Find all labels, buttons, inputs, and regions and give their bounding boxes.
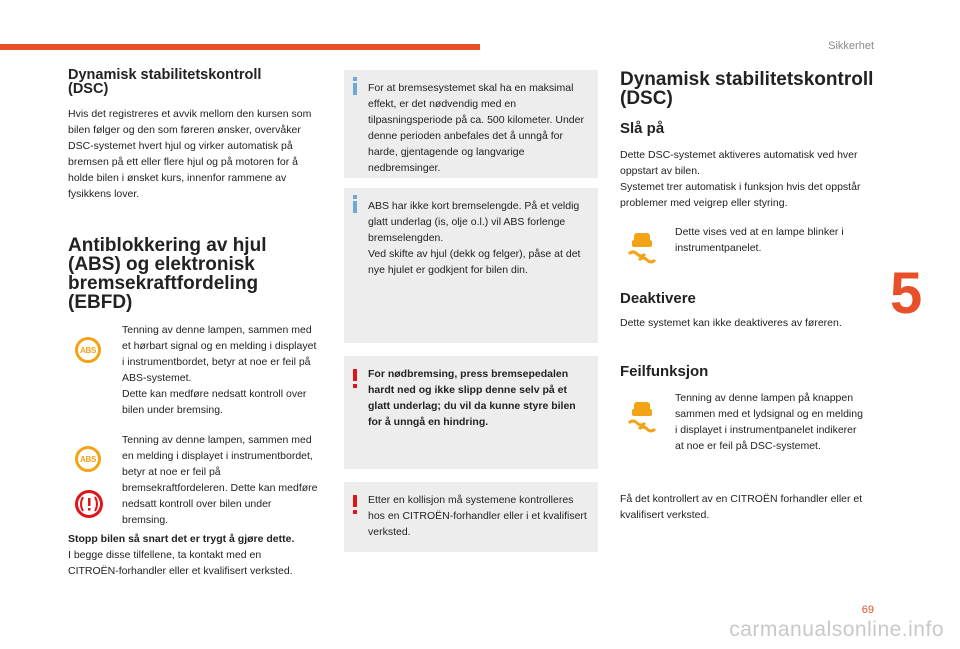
on-heading: Slå på bbox=[620, 120, 665, 137]
brake-warning-icon bbox=[75, 490, 103, 518]
ebfd-abs-warning-icon: ABS bbox=[75, 446, 101, 472]
stop-text: I begge disse tilfellene, ta kontakt med en CITROËN-forhandler eller et kvalifisert verksted. bbox=[68, 549, 293, 577]
dsc-fault-skid-icon bbox=[625, 397, 659, 433]
left-column bbox=[68, 68, 328, 202]
chapter-number: 5 bbox=[890, 261, 923, 326]
info-icon bbox=[353, 201, 357, 213]
note-abs-text: ABS har ikke kort bremselengde. På et veldig glatt underlag (is, olje o.l.) vil ABS forlenge bremselengden. Ved skifte av hjul (dekk og felger), påse at det nye hjulet er godkjent for bilen din. bbox=[368, 200, 581, 276]
off-heading: Deaktivere bbox=[620, 290, 696, 307]
stop-block bbox=[68, 531, 308, 579]
dsc-main-heading: Dynamisk stabilitetskontroll (DSC) bbox=[620, 69, 874, 109]
right-column bbox=[620, 70, 880, 211]
info-icon bbox=[353, 83, 357, 95]
abs-lamp-text: Tenning av denne lampen, sammen med et hørbart signal og en melding i displayet i instrumentbordet, betyr at noe er feil på ABS-systemet. Dette kan medføre nedsatt kontroll over bilen under bremsing. bbox=[122, 324, 317, 416]
off-paragraph: Dette systemet kan ikke deaktiveres av føreren. bbox=[620, 317, 842, 329]
abs-warning-icon: ABS bbox=[75, 337, 101, 363]
warning-note-collision bbox=[344, 482, 598, 552]
fault-lamp-text: Tenning av denne lampen på knappen sammen med et lydsignal og en melding i displayet i instrumentpanelet indikerer at noe er feil på DSC-systemet. bbox=[675, 392, 863, 452]
header-accent-bar bbox=[0, 44, 480, 50]
info-note-breakin bbox=[344, 70, 598, 178]
fault-heading: Feilfunksjon bbox=[620, 363, 709, 380]
dsc-skid-icon bbox=[625, 228, 659, 264]
info-note-abs bbox=[344, 188, 598, 343]
watermark: carmanualsonline.info bbox=[729, 618, 944, 641]
page-number: 69 bbox=[861, 604, 874, 616]
deactivate-section bbox=[620, 290, 880, 331]
section-label: Sikkerhet bbox=[828, 40, 874, 52]
exclamation-icon bbox=[353, 369, 357, 381]
note-breakin-text: For at bremsesystemet skal ha en maksimal effekt, er det nødvendig med en tilpasningsperiode på ca. 500 kilometer. Under denne perioden anbefales det å unngå for harde, gjentagende og langvarige nedbremsinger. bbox=[368, 82, 584, 174]
fault-section bbox=[620, 363, 880, 380]
exclamation-icon bbox=[353, 495, 357, 507]
fault-paragraph: Få det kontrollert av en CITROËN forhandler eller et kvalifisert verksted. bbox=[620, 493, 863, 521]
on-lamp-text: Dette vises ved at en lampe blinker i instrumentpanelet. bbox=[675, 226, 844, 254]
note-emergency-text: For nødbremsing, press bremsepedalen hardt ned og ikke slipp denne selv på et glatt underlag; du vil da kunne styre bilen for å unngå en hindring. bbox=[368, 368, 576, 428]
warning-note-emergency bbox=[344, 356, 598, 469]
stop-bold-text: Stopp bilen så snart det er trygt å gjøre dette. bbox=[68, 533, 295, 545]
dsc-heading: Dynamisk stabilitetskontroll (DSC) bbox=[68, 67, 262, 97]
ebfd-lamp-text: Tenning av denne lampen, sammen med en melding i displayet i instrumentbordet, betyr at noe er feil på bremsekraftfordeleren. Dette kan medføre nedsatt kontroll over bilen under bremsing. bbox=[122, 434, 318, 526]
dsc-paragraph: Hvis det registreres et avvik mellom den kursen som bilen følger og den som føreren ønsker, overvåker DSC-systemet hvert hjul og virker automatisk på bremsen på ett eller flere hjul og på motoren for å holde bilen i ønsket kurs, innenfor rammene av fysikkens lover. bbox=[68, 108, 312, 200]
abs-heading: Antiblokkering av hjul (ABS) og elektronisk bremsekraftfordeling (EBFD) bbox=[68, 235, 267, 313]
abs-section bbox=[68, 236, 308, 312]
note-collision-text: Etter en kollisjon må systemene kontrolleres hos en CITROËN-forhandler eller i et kvalifisert verksted. bbox=[368, 494, 587, 538]
on-paragraph: Dette DSC-systemet aktiveres automatisk ved hver oppstart av bilen. Systemet trer automatisk i funksjon hvis det oppstår problemer med veigrep eller styring. bbox=[620, 149, 861, 209]
